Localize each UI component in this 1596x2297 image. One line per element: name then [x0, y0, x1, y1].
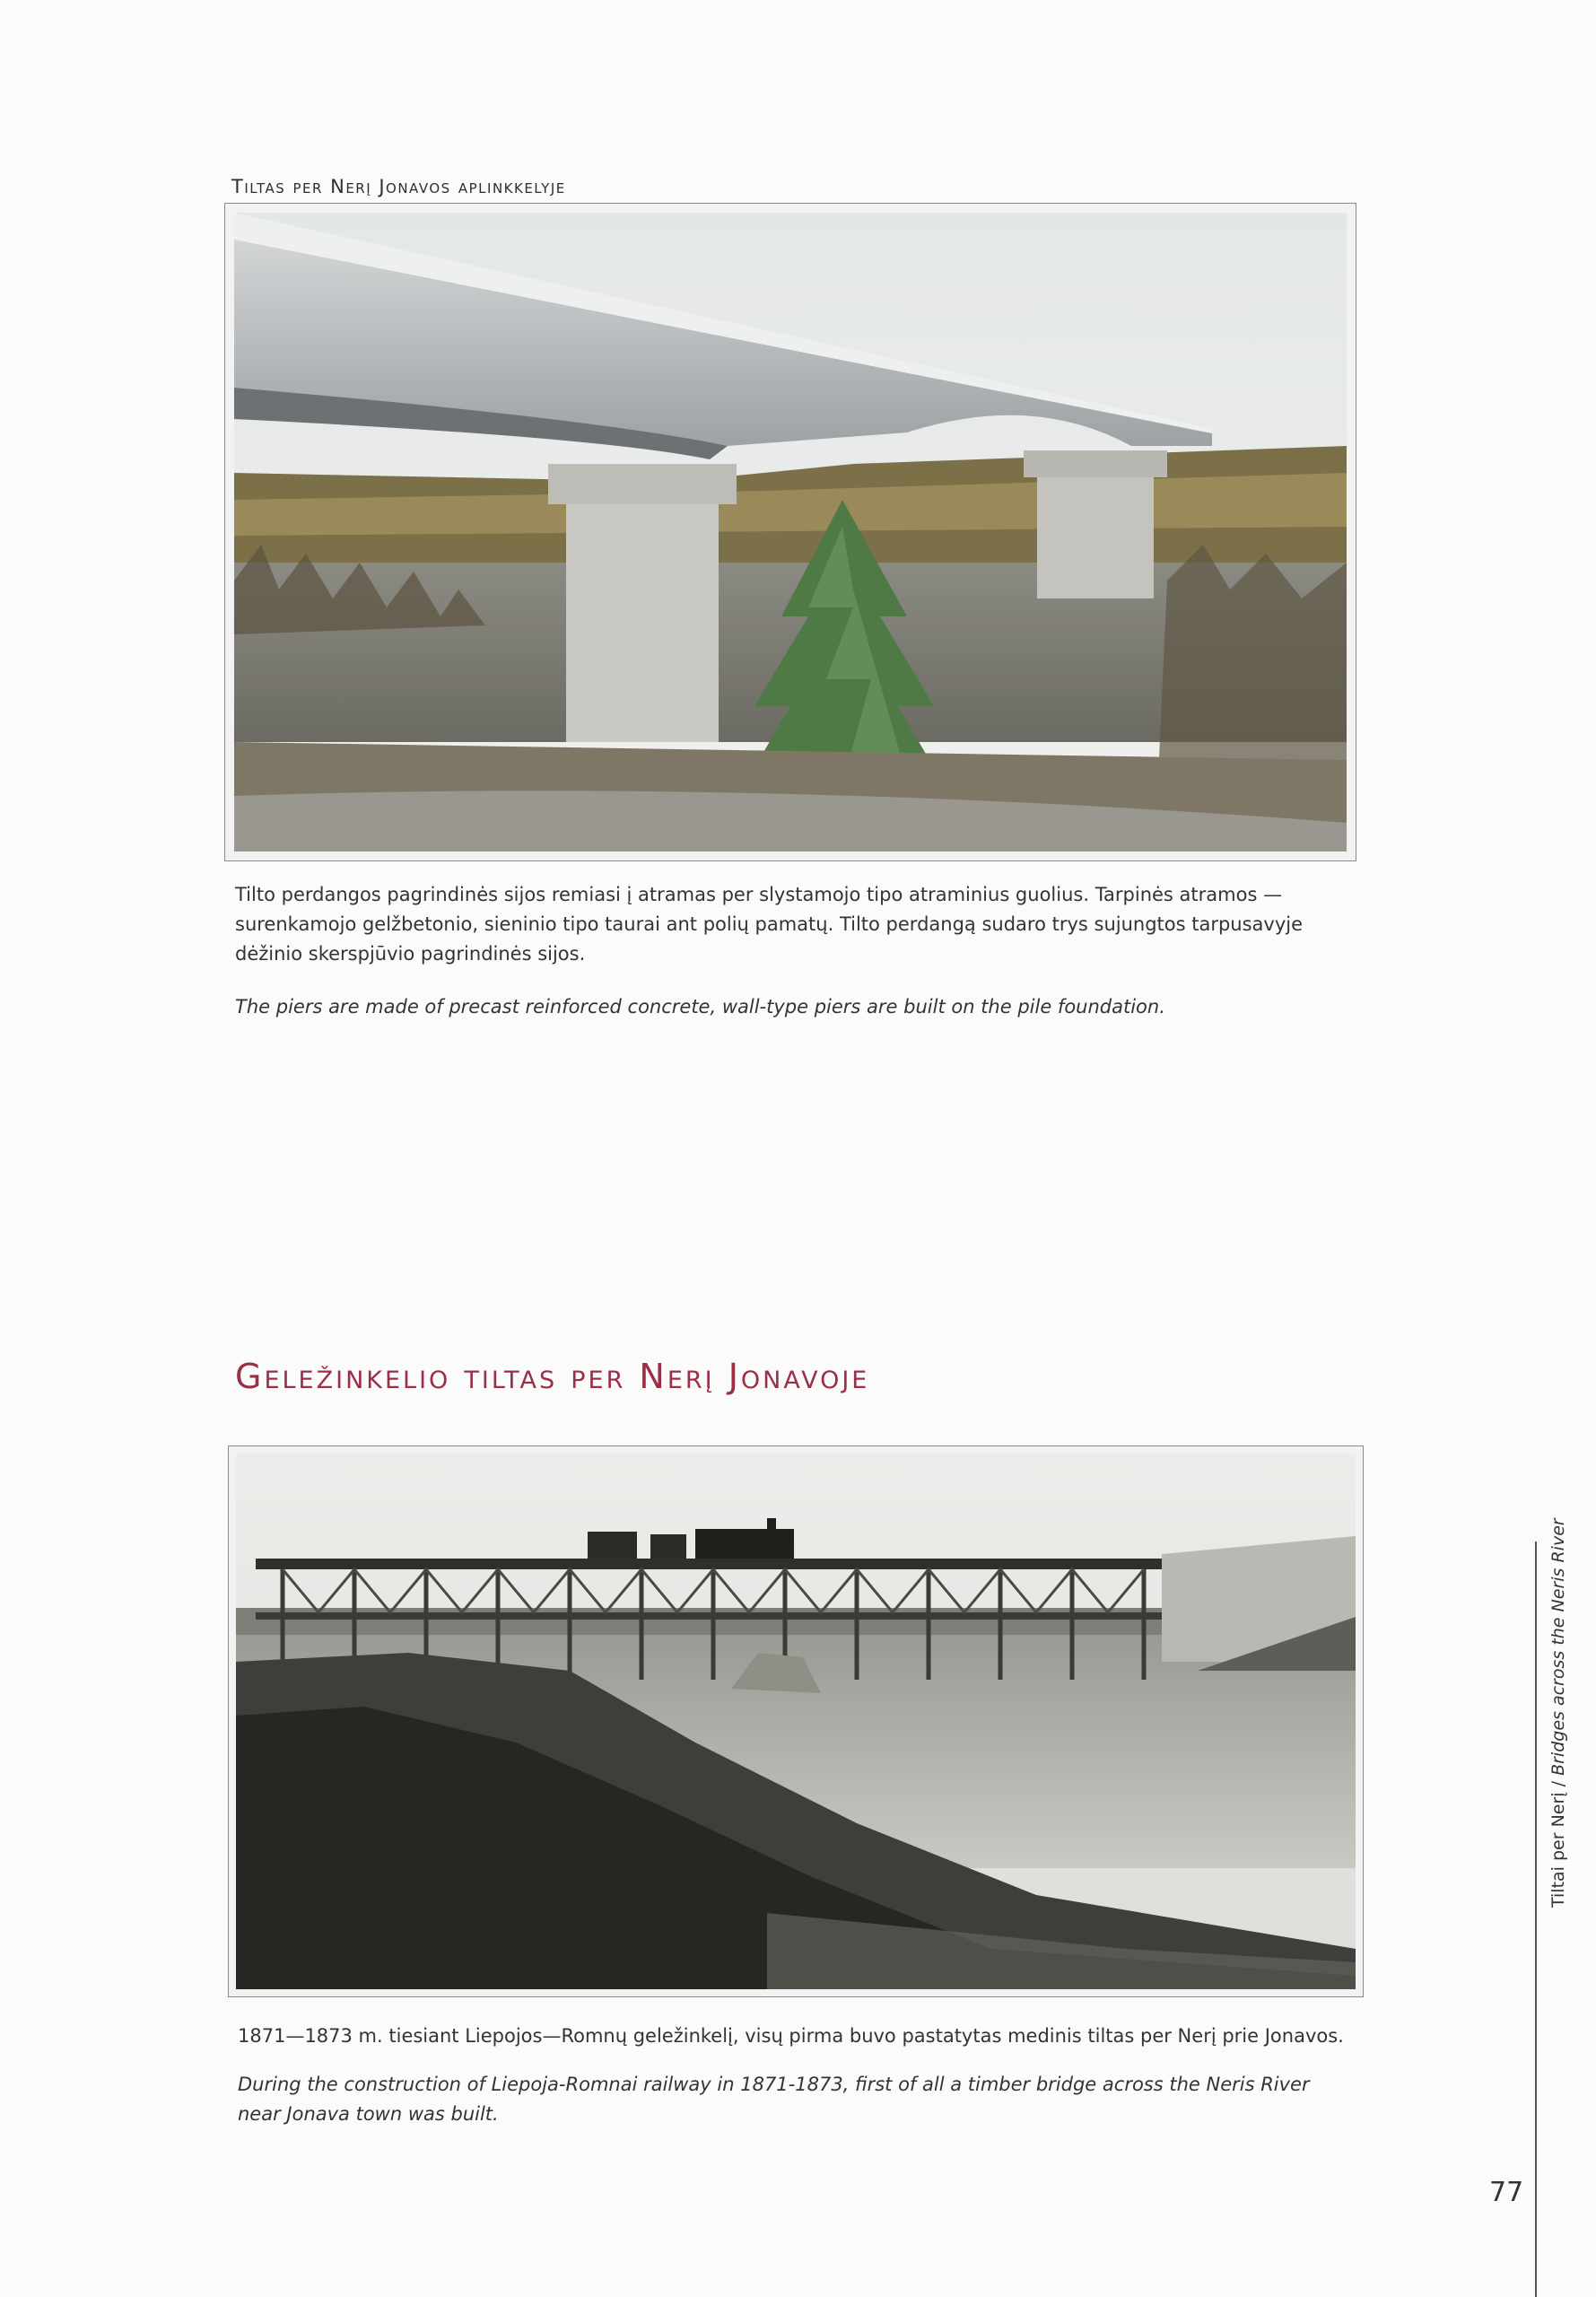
running-title-en: Bridges across the Neris River — [1548, 1518, 1568, 1776]
bridge-photo — [224, 203, 1356, 861]
running-title-lt: Tiltai per Nerį / — [1548, 1780, 1568, 1908]
page-number: 77 — [1489, 2177, 1524, 2208]
sidebar-rule — [1535, 1542, 1537, 2297]
bridge-caption-en: The piers are made of precast reinforced concrete, wall-type piers are built on the pile foundation. — [235, 996, 1165, 1017]
railway-bridge-photo — [228, 1445, 1364, 1997]
bridge-caption-lt: Tilto perdangos pagrindinės sijos remiasi į atramas per slystamojo tipo atraminius guolius. Tarpinės atramos — surenkamojo gelžbetonio, sieninio tipo taurai ant polių pamatų. Tilto perdangą sudaro trys sujungtos tarpusavyje dėžinio skerspjūvio pagrindinės sijos. — [235, 884, 1304, 965]
running-title — [1548, 1518, 1568, 1908]
railway-caption-lt: 1871—1873 m. tiesiant Liepojos—Romnų geležinkelį, visų pirma buvo pastatytas medinis tiltas per Nerį prie Jonavos. — [238, 2025, 1344, 2047]
section-title: Tiltas per Nerį Jonavos aplinkkelyje — [231, 176, 566, 197]
section-title: Geležinkelio tiltas per Nerį Jonavoje — [235, 1357, 870, 1396]
railway-caption-en: During the construction of Liepoja-Romnai railway in 1871-1873, first of all a timber bridge across the Neris River near Jonava town was built. — [238, 2074, 1310, 2125]
